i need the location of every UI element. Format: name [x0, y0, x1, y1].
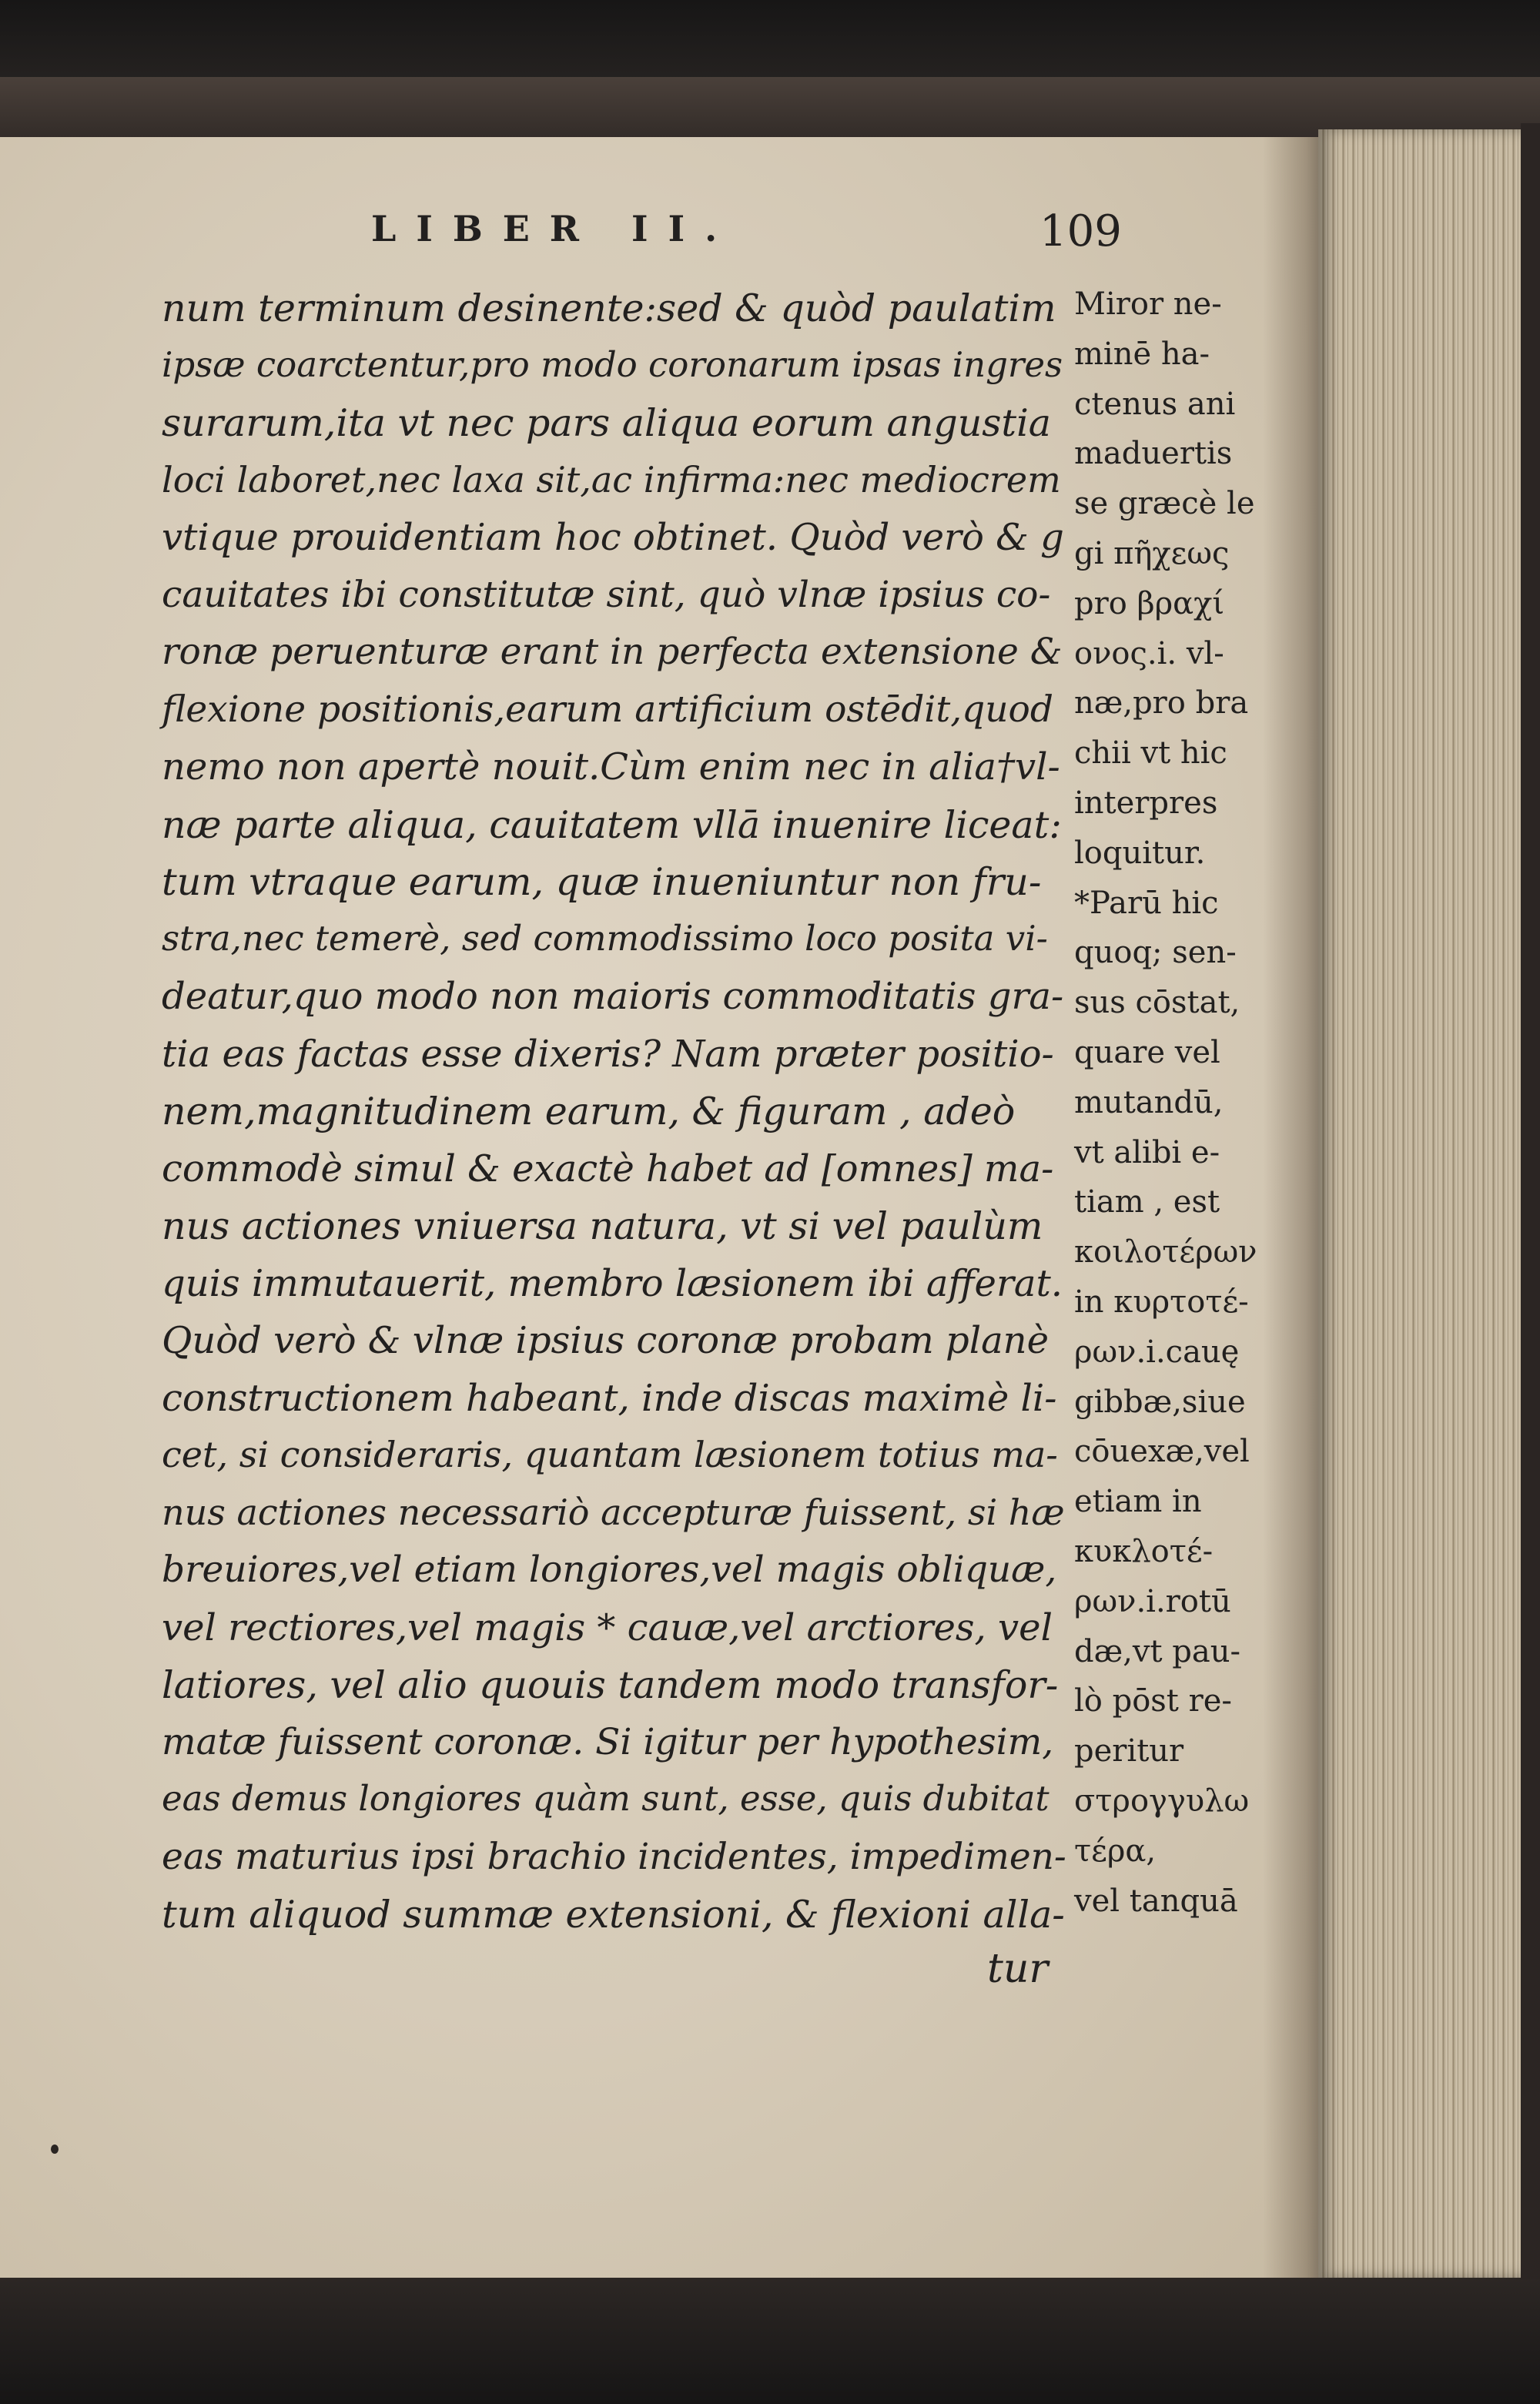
page-edges	[1318, 129, 1525, 2278]
margin-note-line: chii vt hic	[1074, 735, 1227, 772]
background-bottom	[0, 2256, 1540, 2404]
margin-note-line: στρογγυλω	[1074, 1783, 1250, 1819]
text-line: Quòd verò & vlnæ ipsius coronæ probam planè	[162, 1319, 1049, 1362]
text-line: eas demus longiores quàm sunt, esse, quis dubitat	[162, 1778, 1050, 1819]
text-line: stra,nec temerè, sed commodissimo loco posita vi-	[162, 917, 1048, 959]
margin-note-line: ρων.i.cauę	[1074, 1334, 1240, 1370]
margin-note-line: dæ,vt pau-	[1074, 1633, 1241, 1669]
margin-note-line: vel tanquā	[1074, 1883, 1238, 1919]
page-number: 109	[1040, 206, 1122, 256]
margin-note-line: quare vel	[1074, 1035, 1220, 1070]
text-line: nemo non apertè nouit.Cùm enim nec in alia†vl-	[162, 745, 1060, 788]
margin-note-line: κοιλοτέρων	[1074, 1234, 1257, 1271]
margin-note-line: maduertis	[1074, 436, 1233, 472]
margin-note-line: ρων.i.rotū	[1074, 1583, 1231, 1619]
text-line: vel rectiores,vel magis * cauæ,vel arctiores, vel	[162, 1605, 1053, 1649]
text-line: commodè simul & exactè habet ad [omnes] ma-	[162, 1147, 1054, 1190]
margin-note-line: se græcè le	[1074, 486, 1255, 522]
text-line: nem,magnitudinem earum, & figuram , adeò	[162, 1090, 1016, 1133]
margin-note-line: τέρα,	[1074, 1833, 1157, 1869]
text-line: cet, si consideraris, quantam læsionem totius ma-	[162, 1434, 1058, 1475]
margin-note-line: Miror ne-	[1074, 286, 1222, 322]
margin-note-line: κυκλοτέ-	[1074, 1534, 1214, 1569]
text-line: loci laboret,nec laxa sit,ac infirma:nec mediocrem	[162, 458, 1061, 501]
margin-note-line: lò pōst re-	[1074, 1683, 1232, 1719]
text-line: cauitates ibi constitutæ sint, quò vlnæ ipsius co-	[162, 573, 1051, 616]
ink-spot	[51, 2145, 59, 2154]
text-line: quis immutauerit, membro læsionem ibi afferat.	[162, 1261, 1063, 1305]
text-line: tum aliquod summæ extensioni, & flexioni alla-	[162, 1893, 1065, 1937]
running-header: LIBER II.	[371, 208, 738, 249]
margin-note-line: vt alibi e-	[1074, 1134, 1220, 1170]
text-line: constructionem habeant, inde discas maximè li-	[162, 1376, 1057, 1420]
text-line: surarum,ita vt nec pars aliqua eorum angustia	[162, 401, 1051, 445]
margin-note-line: tiam , est	[1074, 1184, 1220, 1220]
margin-note-line: sus cōstat,	[1074, 985, 1240, 1021]
text-line: deatur,quo modo non maioris commoditatis gra-	[162, 975, 1064, 1018]
text-line: flexione positionis,earum artificium ostēdit,quod	[162, 688, 1053, 731]
text-line: ipsæ coarctentur,pro modo coronarum ipsas ingres	[162, 343, 1063, 385]
margin-note-line: *Parū hic	[1074, 885, 1219, 921]
text-line: breuiores,vel etiam longiores,vel magis obliquæ,	[162, 1549, 1057, 1591]
margin-note-line: næ,pro bra	[1074, 685, 1249, 722]
text-line: matæ fuissent coronæ. Si igitur per hypothesim,	[162, 1720, 1054, 1763]
text-line: nus actiones vniuersa natura, vt si vel paulùm	[162, 1204, 1043, 1248]
margin-note-line: etiam in	[1074, 1484, 1202, 1520]
text-line: tum vtraque earum, quæ inueniuntur non fru-	[162, 860, 1042, 904]
margin-note-line: cōuexæ,vel	[1074, 1434, 1250, 1470]
book-cover-right	[1521, 123, 1540, 2279]
margin-note-line: mutandū,	[1074, 1084, 1224, 1120]
margin-note-line: gibbæ,siue	[1074, 1384, 1246, 1420]
text-line: nus actiones necessariò accepturæ fuissent, si hæ	[162, 1491, 1065, 1533]
margin-note-line: gi πῆχεως	[1074, 536, 1230, 571]
margin-note-line: pro βραχί	[1074, 585, 1225, 621]
margin-note-line: quoq; sen-	[1074, 935, 1237, 971]
margin-note-line: loquitur.	[1074, 835, 1206, 871]
text-line: eas maturius ipsi brachio incidentes, impedimen-	[162, 1835, 1066, 1878]
text-line: næ parte aliqua, cauitatem vllā inuenire liceat:	[162, 802, 1062, 847]
margin-note-line: minē ha-	[1074, 336, 1210, 372]
margin-note-line: ονος.i. vl-	[1074, 635, 1224, 671]
text-line: vtique prouidentiam hoc obtinet. Quòd verò & g	[162, 516, 1064, 559]
margin-note-line: ctenus ani	[1074, 386, 1236, 422]
text-line: num terminum desinente:sed & quòd paulatim	[162, 286, 1056, 330]
margin-note-line: peritur	[1074, 1733, 1184, 1770]
text-line: latiores, vel alio quouis tandem modo transfor-	[162, 1663, 1059, 1707]
catchword: tur	[987, 1946, 1049, 1992]
text-line: tia eas factas esse dixeris? Nam præter positio-	[162, 1032, 1054, 1076]
page-gutter-shadow	[1263, 137, 1324, 2278]
text-line: ronæ peruenturæ erant in perfecta extensione &	[162, 631, 1063, 673]
margin-note-line: in κυρτοτέ-	[1074, 1284, 1249, 1320]
margin-note-line: interpres	[1074, 785, 1218, 821]
